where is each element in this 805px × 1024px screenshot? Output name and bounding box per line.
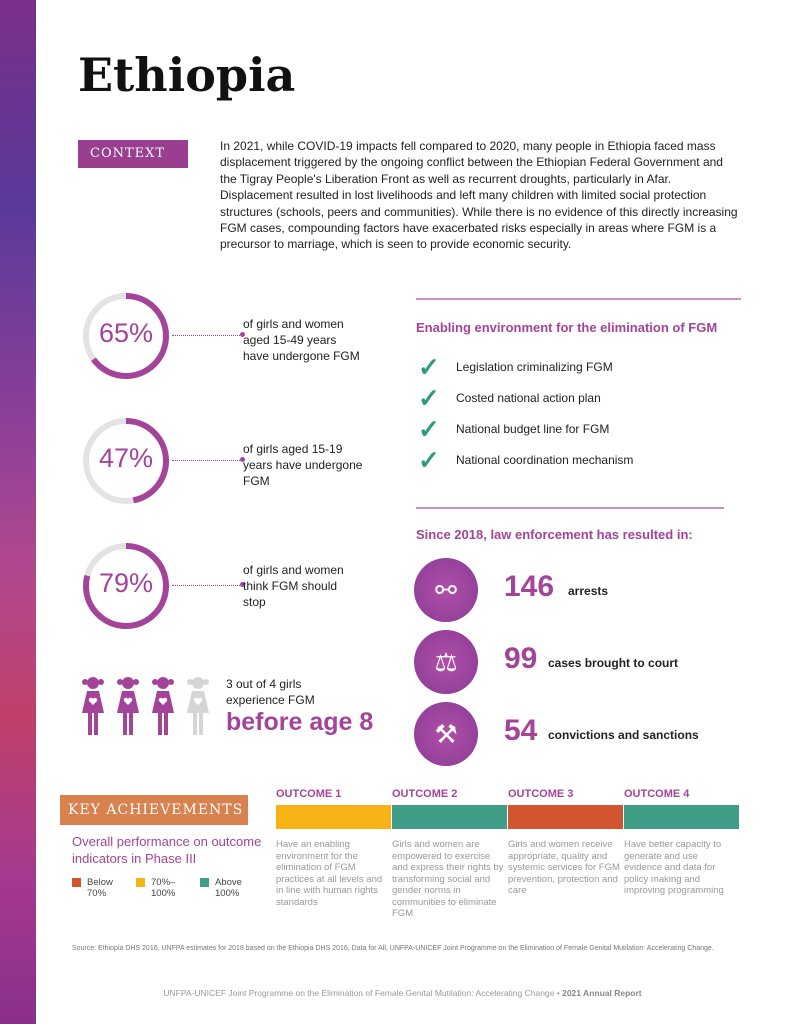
girls-highlight: before age 8: [226, 708, 374, 736]
law-title: Since 2018, law enforcement has resulted in:: [416, 527, 693, 542]
law-label: arrests: [568, 584, 609, 598]
stat-2: [80, 540, 400, 640]
stat-1: [80, 415, 400, 515]
key-subtitle: Overall performance on outcome indicators in Phase III: [72, 834, 262, 866]
checkmark-icon: ✓: [418, 414, 440, 444]
legend-swatch: [136, 878, 145, 887]
outcome-status-bar: [276, 805, 391, 829]
footer-text: UNFPA-UNICEF Joint Programme on the Elimination of Female Genital Mutilation: Accelerating Change •: [163, 988, 563, 998]
legend-label: Above 100%: [215, 877, 242, 899]
enabling-item-label: National budget line for FGM: [456, 422, 610, 436]
girl-icon: [115, 675, 141, 737]
legend-swatch: [72, 878, 81, 887]
outcome-4: [624, 788, 739, 897]
connector-line: [172, 335, 242, 336]
key-achievements-badge: KEY ACHIEVEMENTS: [60, 795, 248, 825]
divider: [416, 298, 741, 300]
law-label: cases brought to court: [548, 656, 679, 670]
footer: [0, 988, 805, 998]
legend-swatch: [200, 878, 209, 887]
stat-0: [80, 290, 400, 390]
girl-icon: [185, 675, 211, 737]
enabling-item: [418, 447, 633, 473]
connector-line: [172, 460, 242, 461]
legend-label: 70%–100%: [151, 877, 176, 899]
enabling-item: [418, 385, 601, 411]
handcuffs-icon: ⚯: [414, 558, 478, 622]
outcome-2: [392, 788, 507, 920]
enabling-item: [418, 354, 613, 380]
outcome-1: [276, 788, 391, 908]
decorative-side-strip: [0, 0, 36, 1024]
scales-icon: ⚖: [414, 630, 478, 694]
divider: [416, 507, 724, 509]
outcome-title: OUTCOME 3: [508, 788, 574, 800]
enabling-item-label: Costed national action plan: [456, 391, 601, 405]
outcome-desc: Girls and women are empowered to exercise and express their rights by transforming social and gender norms in communities to eliminate FGM: [392, 839, 504, 919]
outcome-3: [508, 788, 623, 897]
enabling-title: Enabling environment for the elimination of FGM: [416, 320, 718, 335]
stat-value: 65%: [98, 318, 154, 348]
outcome-title: OUTCOME 4: [624, 788, 690, 800]
law-number: 99: [504, 642, 538, 675]
law-number: 146: [504, 570, 555, 603]
law-label: convictions and sanctions: [548, 728, 699, 742]
stat-value: 79%: [98, 568, 154, 598]
outcome-desc: Have an enabling environment for the elimination of FGM practices at all levels and in line with human rights standards: [276, 839, 383, 908]
stat-desc: of girls and women think FGM should stop: [243, 563, 344, 609]
enabling-item-label: National coordination mechanism: [456, 453, 634, 467]
legend-item: [72, 877, 127, 899]
gavel-icon: ⚒: [414, 702, 478, 766]
checkmark-icon: ✓: [418, 445, 440, 475]
stat-desc: of girls aged 15-19 years have undergone FGM: [243, 442, 363, 488]
checkmark-icon: ✓: [418, 383, 440, 413]
legend-item: [200, 877, 255, 899]
connector-line: [172, 585, 242, 586]
outcome-desc: Girls and women receive appropriate, quality and systemic services for FGM prevention, protection and care: [508, 839, 620, 896]
law-item: [414, 702, 734, 768]
law-number: 54: [504, 714, 538, 747]
legend-label: Below 70%: [87, 877, 113, 899]
girl-icon: [150, 675, 176, 737]
stat-desc: of girls and women aged 15-49 years have undergone FGM: [243, 317, 360, 363]
source-note: Source: Ethiopia DHS 2016, UNFPA estimates for 2018 based on the Ethiopia DHS 2016, Data for All, UNFPA-UNICEF Joint Programme on the Elimination of Female Genital Mutilation: Accelerating Change.: [72, 945, 714, 952]
legend-item: [136, 877, 191, 899]
footer-report: 2021 Annual Report: [562, 988, 642, 998]
outcome-status-bar: [624, 805, 739, 829]
girls-text: 3 out of 4 girls experience FGM: [226, 677, 315, 707]
law-item: [414, 630, 734, 696]
outcome-title: OUTCOME 2: [392, 788, 458, 800]
outcome-desc: Have better capacity to generate and use evidence and data for policy making and improving programming: [624, 839, 724, 896]
outcome-status-bar: [508, 805, 623, 829]
law-item: [414, 558, 734, 624]
enabling-item-label: Legislation criminalizing FGM: [456, 360, 613, 374]
checkmark-icon: ✓: [418, 352, 440, 382]
enabling-item: [418, 416, 609, 442]
stat-value: 47%: [98, 443, 154, 473]
context-badge: CONTEXT: [78, 140, 188, 168]
context-text: In 2021, while COVID-19 impacts fell compared to 2020, many people in Ethiopia faced mass displacement triggered by the ongoing conflict between the Ethiopian Federal Government and the Tigray People's Liberation Front as well as recurrent droughts, particularly in Afar. Displacement resulted in lost livelihoods and left many children with limited social protection structures (schools, peers and communities). While there is no evidence of this directly increasing FGM cases, compounding factors have exacerbated risks especially in areas where FGM is a precursor to marriage, which is seen to provide economic security.: [220, 139, 738, 252]
girl-icon: [80, 675, 106, 737]
page-title: Ethiopia: [78, 48, 296, 102]
outcome-title: OUTCOME 1: [276, 788, 342, 800]
outcome-status-bar: [392, 805, 507, 829]
